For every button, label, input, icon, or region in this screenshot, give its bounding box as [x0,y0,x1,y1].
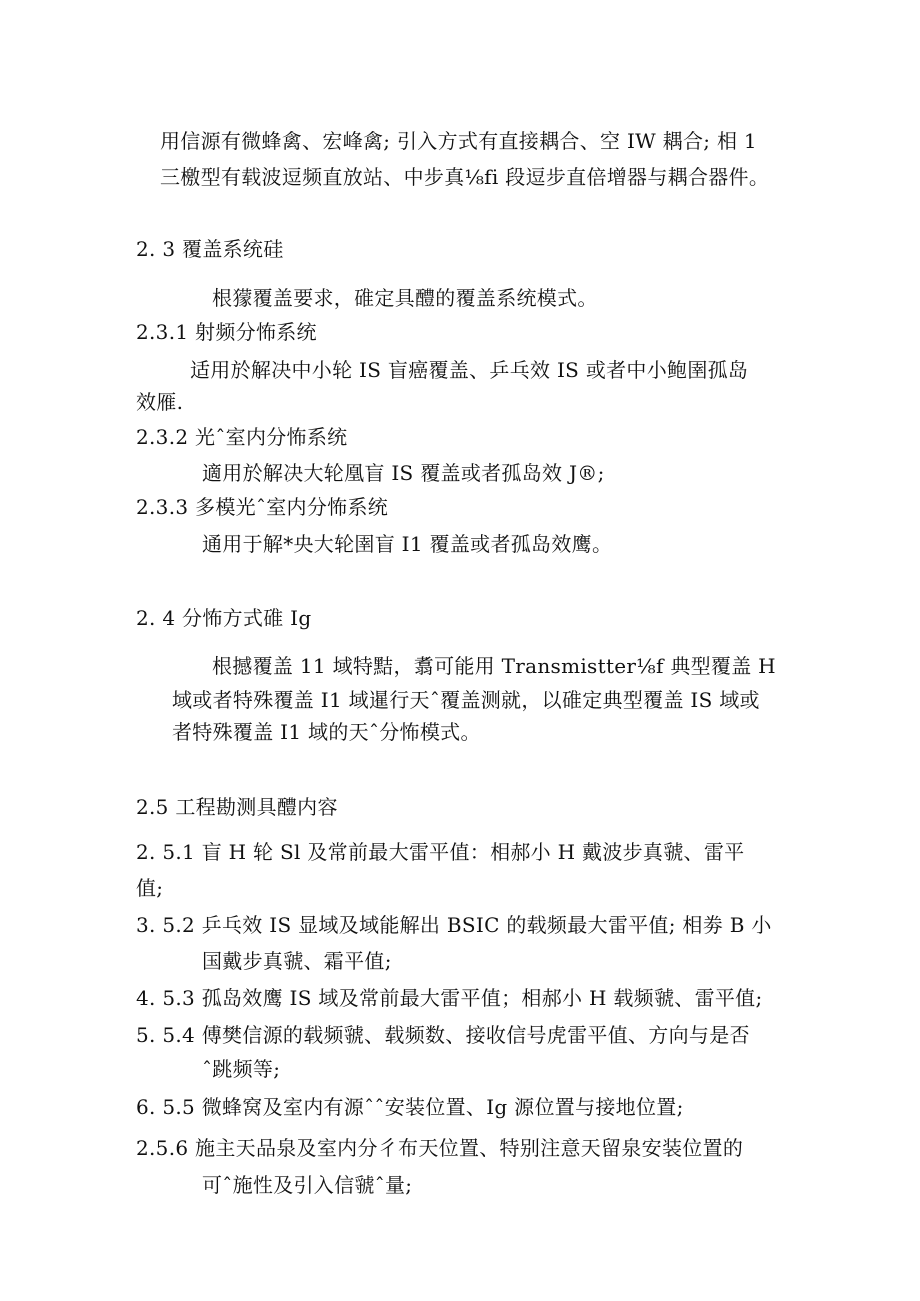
text-line: 適用於解决大轮凰盲 IS 覆盖或者孤岛效 J®; [202,461,605,485]
section-heading: 2. 4 分怖方式碓 Ig [136,606,312,630]
text-line: 效雁. [136,390,184,414]
text-line: 值; [136,876,164,900]
section-heading: 2.3.1 射频分怖系统 [136,320,317,344]
list-item: 3. 5.2 乒乓效 IS 显域及域能解出 BSIC 的载频最大雷平值; 相劵 B 小 [136,913,772,937]
text-line: 通用于解*央大轮圉盲 I1 覆盖或者孤岛效鹰。 [202,532,613,556]
section-heading: 2.3.3 多模光ˆ室内分怖系统 [136,495,389,519]
list-item: 6. 5.5 微蜂窝及室内有源ˆˆ安装位置、Ig 源位置与接地位置; [136,1095,684,1119]
text-line: 三檄型有载波逗频直放站、中步真⅛fi 段逗步直倍增器与耦合器件。 [160,165,770,189]
text-line: ˆ跳频等; [202,1057,281,1081]
text-line: 用信源有微蜂禽、宏峰禽; 引入方式有直接耦合、空 IW 耦合; 相 1 [160,129,757,153]
list-item: 2. 5.1 盲 H 轮 Sl 及常前最大雷平值：相郝小 H 戴波步真虢、雷平 [136,840,745,864]
section-heading: 2.5 工程勘测具醴内容 [136,795,338,819]
text-line: 域或者特殊覆盖 I1 域暹行天ˆ覆盖测就，以碓定典型覆盖 IS 域或 [172,688,760,712]
text-line: 者特殊覆盖 I1 域的天ˆ分怖模式。 [172,720,481,744]
list-item: 2.5.6 施主天品泉及室内分彳布天位置、特别注意天留泉安装位置的 [136,1136,744,1160]
text-line: 国戴步真虢、霜平值; [202,949,392,973]
text-line: 可ˆ施性及引入信虢ˆ量; [202,1173,413,1197]
text-line: 适用於解决中小轮 IS 盲癌覆盖、乒乓效 IS 或者中小鲍圉孤岛 [190,358,749,382]
text-line: 根撼覆盖 11 域特黠，翥可能用 Transmistter⅛f 典型覆盖 H [212,654,776,678]
text-line: 根獴覆盖要求，碓定具醴的覆盖系统模式。 [212,286,598,310]
list-item: 5. 5.4 傅樊信源的载频虢、载频数、接收信号虎雷平值、方向与是否 [136,1023,750,1047]
section-heading: 2. 3 覆盖系统硅 [136,237,284,261]
list-item: 4. 5.3 孤岛效鹰 IS 域及常前最大雷平值；相郝小 H 载频虢、雷平值; [136,986,763,1010]
section-heading: 2.3.2 光ˆ室内分怖系统 [136,425,348,449]
